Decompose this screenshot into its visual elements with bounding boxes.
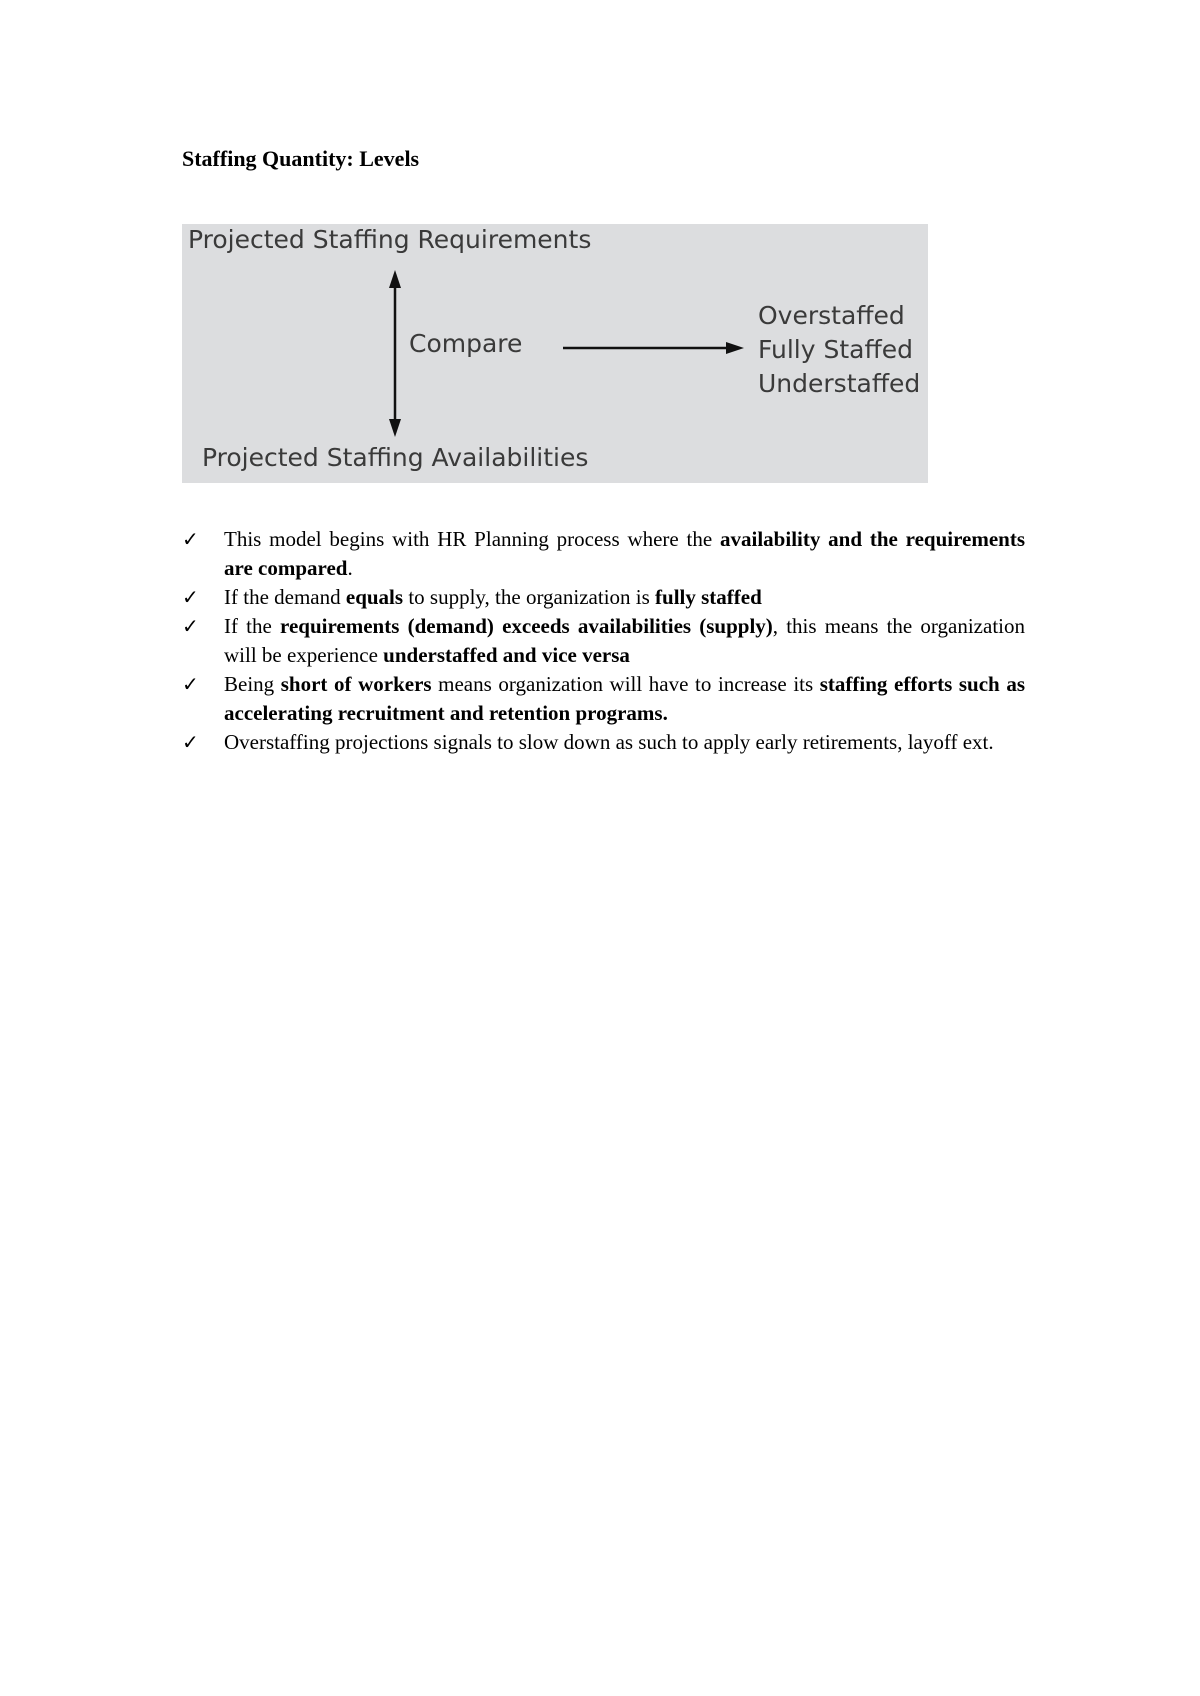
bullet-emphasis: fully staffed bbox=[655, 585, 762, 609]
check-mark-icon: ✓ bbox=[182, 585, 199, 609]
bullet-text: Overstaffing projections signals to slow down as such to apply early retirements, layoff ext. bbox=[224, 730, 994, 754]
arrow-up-icon bbox=[389, 270, 401, 288]
check-mark-icon: ✓ bbox=[182, 730, 199, 754]
bullet-emphasis: short of workers bbox=[280, 672, 432, 696]
bullet-text: means organization will have to increase its bbox=[431, 672, 820, 696]
check-mark-icon: ✓ bbox=[182, 672, 199, 696]
bullet-item bbox=[182, 525, 1025, 583]
bullet-text: Being bbox=[224, 672, 281, 696]
bullet-text: If the demand bbox=[224, 585, 346, 609]
bullet-text: This model begins with HR Planning process where the bbox=[224, 527, 721, 551]
staffing-levels-diagram bbox=[182, 224, 928, 483]
bullet-emphasis: availability and the requirements are compared bbox=[224, 527, 1026, 580]
bullet-emphasis: understaffed and vice versa bbox=[383, 643, 630, 667]
outcome-fully-staffed: Fully Staffed bbox=[758, 335, 913, 364]
bullet-text: to supply, the organization is bbox=[403, 585, 656, 609]
bullet-item bbox=[182, 612, 1025, 670]
bullet-emphasis: staffing efforts such as accelerating recruitment and retention programs. bbox=[224, 672, 1025, 725]
arrow-down-icon bbox=[389, 419, 401, 437]
check-mark-icon: ✓ bbox=[182, 527, 199, 551]
check-mark-icon: ✓ bbox=[182, 614, 199, 638]
bullet-text: If the bbox=[224, 614, 281, 638]
outcome-understaffed: Understaffed bbox=[758, 369, 921, 398]
outcome-overstaffed: Overstaffed bbox=[758, 301, 905, 330]
projected-requirements-label: Projected Staffing Requirements bbox=[188, 225, 592, 254]
bullet-item bbox=[182, 583, 1025, 612]
bullet-text: . bbox=[347, 556, 353, 580]
bullet-item bbox=[182, 670, 1025, 728]
bullet-item bbox=[182, 728, 1025, 757]
bullet-list bbox=[182, 525, 1025, 757]
projected-availabilities-label: Projected Staffing Availabilities bbox=[202, 443, 589, 472]
outcomes-list bbox=[758, 299, 920, 401]
bullet-text: , this means the organization will be experience bbox=[224, 614, 1025, 667]
compare-label: Compare bbox=[409, 329, 523, 358]
page-title: Staffing Quantity: Levels bbox=[182, 146, 420, 171]
bullet-emphasis: equals bbox=[345, 585, 404, 609]
bullet-emphasis: requirements (demand) exceeds availabilities (supply) bbox=[280, 614, 773, 638]
arrow-right-icon bbox=[726, 342, 744, 354]
